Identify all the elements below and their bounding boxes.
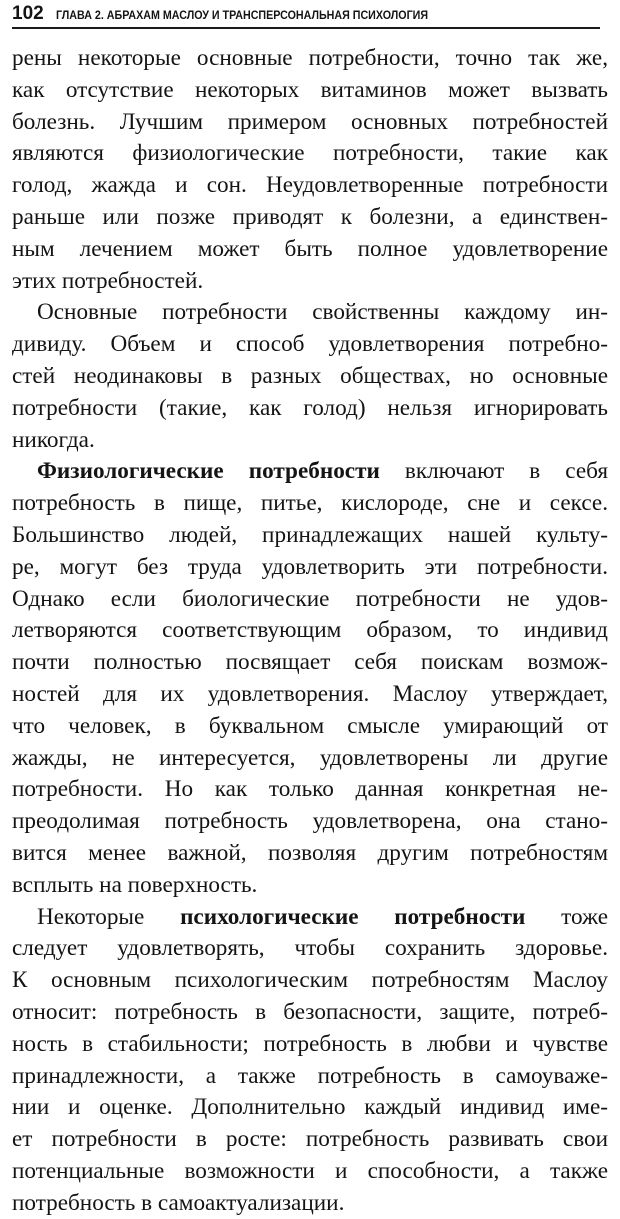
- text-fragment: включают в себя: [379, 458, 609, 485]
- text-line: относит: потребность в безопасности, защите, потреб-: [12, 998, 608, 1025]
- text-line: потенциальные возможности и способности, а также: [12, 1157, 608, 1184]
- text-line: преодолимая потребность удовлетворена, она стано-: [12, 808, 608, 835]
- text-line: вится менее важной, позволяя другим потребностям: [12, 839, 608, 866]
- text-line: стей неодинаковы в разных обществах, но основные: [12, 362, 608, 389]
- text-line: Большинство людей, принадлежащих нашей культу-: [12, 521, 608, 548]
- text-line: летворяются соответствующим образом, то индивид: [12, 617, 608, 644]
- text-line: потребности. Но как только данная конкретная не-: [12, 776, 608, 803]
- text-line: рены некоторые основные потребности, точно так же,: [12, 45, 608, 71]
- text-line: почти полностью посвящает себя поискам возмож-: [12, 649, 608, 676]
- text-fragment: Некоторые: [37, 903, 181, 930]
- running-head: [12, 3, 600, 29]
- text-line: болезнь. Лучшим примером основных потребностей: [12, 108, 608, 135]
- paragraph-4: [12, 902, 608, 1219]
- text-line: [12, 456, 608, 488]
- text-body: [12, 43, 608, 1219]
- text-line: [12, 902, 608, 934]
- text-line: Однако если биологические потребности не удов-: [12, 585, 608, 612]
- page-number: 102: [12, 3, 44, 24]
- text-line: ет потребности в росте: потребность развивать свои: [12, 1126, 608, 1153]
- paragraph-3: [12, 456, 608, 901]
- text-line: раньше или позже приводят к болезни, а единствен-: [12, 203, 608, 230]
- paragraph-1: [12, 43, 608, 297]
- text-line: следует удовлетворять, чтобы сохранить здоровье.: [12, 935, 608, 962]
- text-line: ность в стабильности; потребность в любви и чувстве: [12, 1030, 608, 1057]
- text-line: ным лечением может быть полное удовлетворение: [12, 235, 608, 262]
- text-line: К основным психологическим потребностям Маслоу: [12, 967, 608, 994]
- bold-term: Физиологические потребности: [37, 458, 380, 485]
- text-line: потребность в пище, питье, кислороде, сне и сексе.: [12, 490, 608, 517]
- text-line: ре, могут без труда удовлетворить эти потребности.: [12, 553, 608, 580]
- text-line: голод, жажда и сон. Неудовлетворенные потребности: [12, 172, 608, 199]
- text-line: Основные потребности свойственны каждому ин-: [37, 299, 608, 326]
- text-line: никогда.: [12, 426, 95, 453]
- text-line: всплыть на поверхность.: [12, 871, 258, 898]
- text-line: нии и оценке. Дополнительно каждый индивид име-: [12, 1094, 608, 1121]
- paragraph-2: [12, 297, 608, 456]
- text-line: что человек, в буквальном смысле умирающий от: [12, 712, 608, 739]
- bold-term: психологические потребности: [180, 903, 526, 930]
- text-line: жажды, не интересуется, удовлетворены ли другие: [12, 744, 608, 771]
- text-line: потребности (такие, как голод) нельзя игнорировать: [12, 394, 608, 421]
- text-line: этих потребностей.: [12, 267, 204, 294]
- text-line: как отсутствие некоторых витаминов может вызвать: [12, 76, 608, 103]
- text-line: принадлежности, а также потребность в самоуваже-: [12, 1062, 608, 1089]
- text-line: являются физиологические потребности, такие как: [12, 140, 608, 167]
- chapter-title: ГЛАВА 2. АБРАХАМ МАСЛОУ И ТРАНСПЕРСОНАЛЬНАЯ ПСИХОЛОГИЯ: [55, 10, 428, 22]
- text-fragment: тоже: [525, 903, 608, 930]
- text-line: потребность в самоактуализации.: [12, 1189, 345, 1216]
- text-line: дивиду. Объем и способ удовлетворения потребно-: [12, 331, 608, 358]
- text-line: ностей для их удовлетворения. Маслоу утверждает,: [12, 680, 608, 707]
